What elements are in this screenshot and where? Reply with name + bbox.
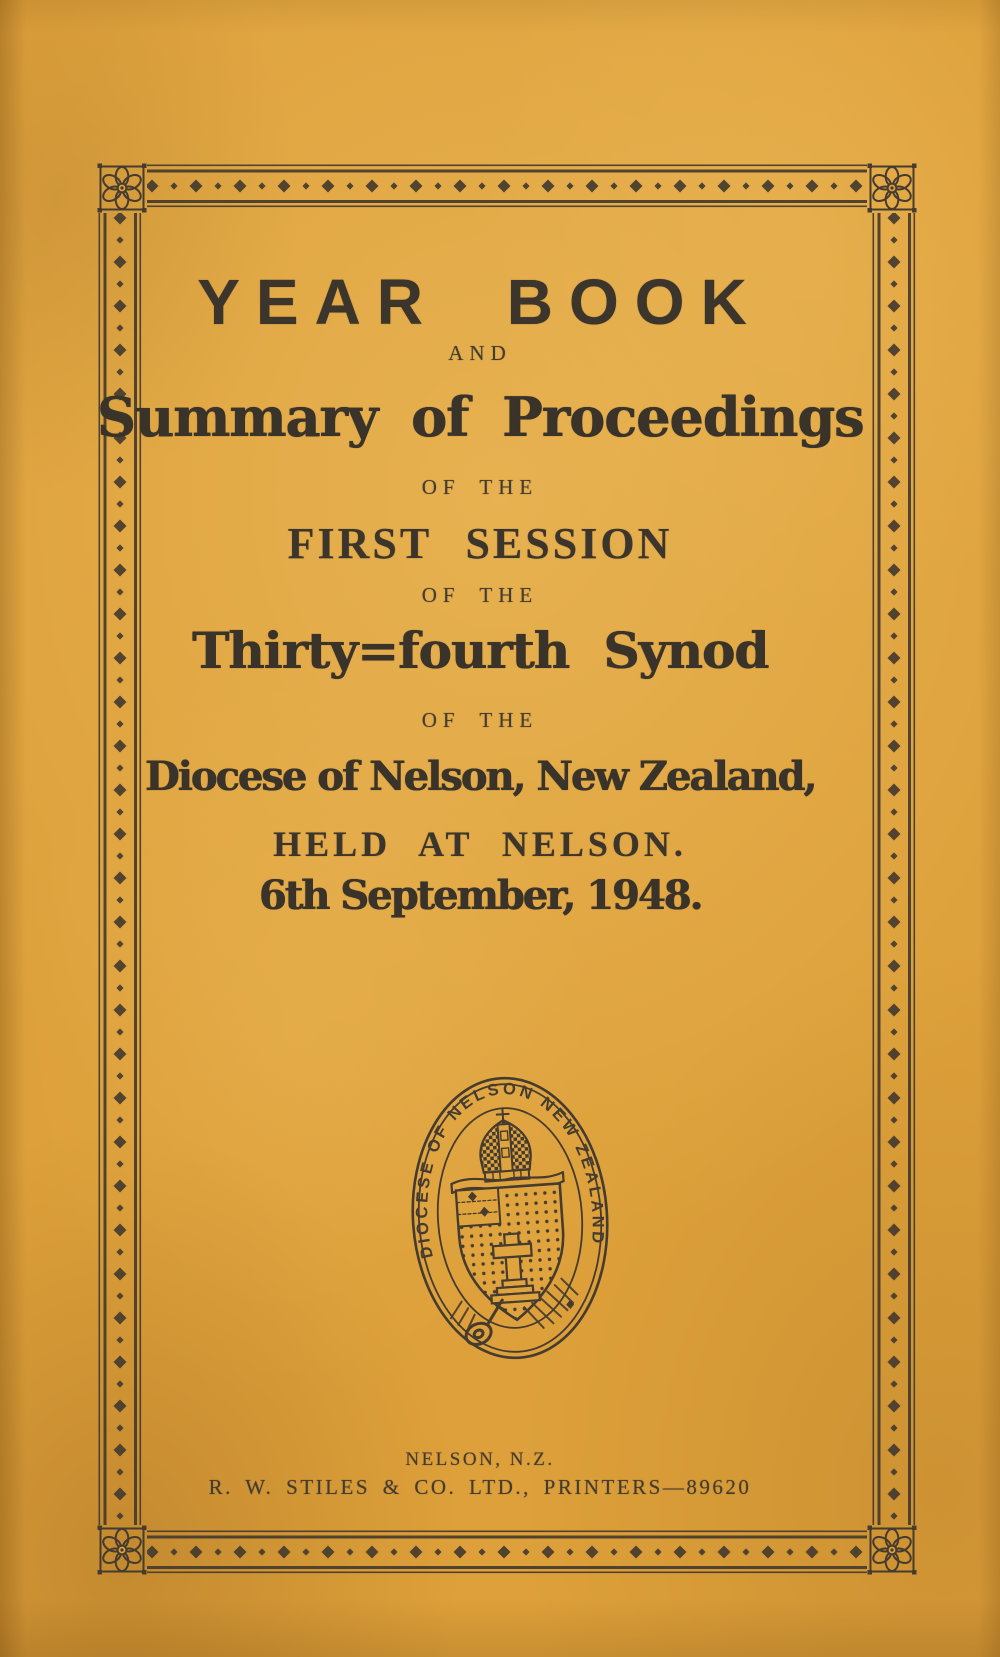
canton-icon bbox=[456, 1188, 500, 1227]
corner-rosette-icon bbox=[98, 164, 147, 213]
of-the-1: OF THE bbox=[421, 475, 539, 499]
imprint-city: NELSON, N.Z. bbox=[405, 1449, 555, 1470]
mitre-icon bbox=[477, 1107, 532, 1182]
imprint-printer: R. W. STILES & CO. LTD., PRINTERS—89620 bbox=[208, 1475, 752, 1499]
of-the-3: OF THE bbox=[421, 708, 539, 732]
of-the-2: OF THE bbox=[421, 583, 539, 607]
session-line: FIRST SESSION bbox=[287, 519, 673, 568]
seal-ring-text: DIOCESE OF NELSON NEW ZEALAND bbox=[413, 1079, 607, 1261]
corner-rosette-icon bbox=[868, 1526, 917, 1575]
shield-icon bbox=[456, 1183, 569, 1323]
diocese-seal bbox=[400, 1068, 620, 1368]
date-line: 6th September, 1948. bbox=[258, 872, 702, 919]
corner-rosette-icon bbox=[98, 1526, 147, 1575]
page-title: YEAR BOOK bbox=[197, 266, 763, 338]
corner-rosette-icon bbox=[868, 164, 917, 213]
held-at-line: HELD AT NELSON. bbox=[273, 824, 687, 864]
synod-line: Thirty=fourth Synod bbox=[191, 621, 769, 680]
conjunction-and: AND bbox=[448, 341, 512, 365]
subtitle-summary: Summary of Proceedings bbox=[96, 385, 864, 449]
diocese-line: Diocese of Nelson, New Zealand, bbox=[144, 753, 816, 800]
